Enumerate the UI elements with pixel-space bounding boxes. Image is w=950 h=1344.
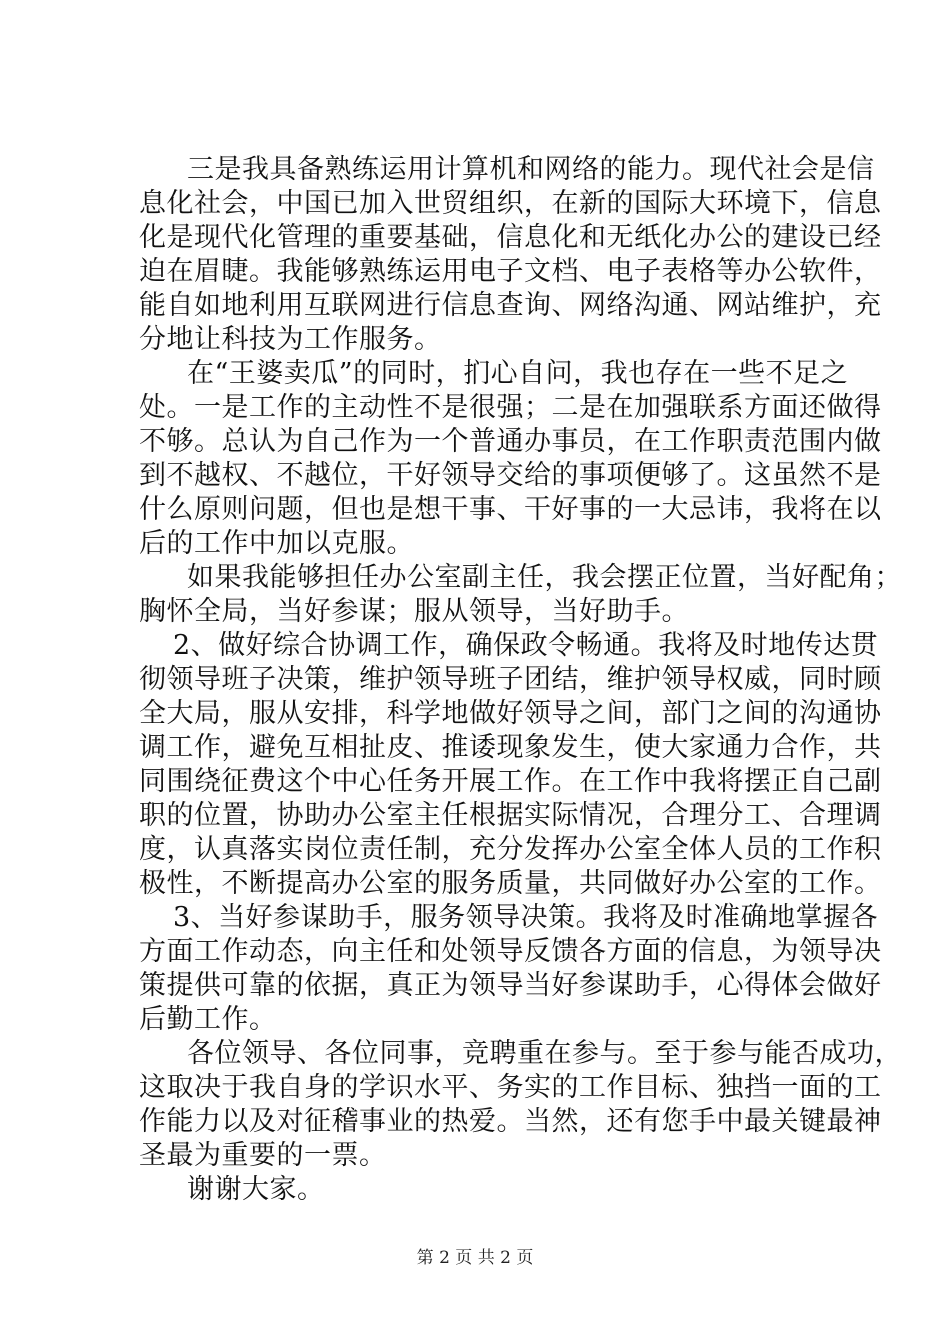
paragraph-shortcomings bbox=[139, 357, 882, 561]
text-line: 作能力以及对征稽事业的热爱。当然，还有您手中最关键最神 bbox=[139, 1106, 882, 1137]
text-line: 谢谢大家。 bbox=[187, 1174, 325, 1205]
text-line: 调工作，避免互相扯皮、推诿现象发生，使大家通力合作，共 bbox=[139, 732, 882, 763]
text-line: 方面工作动态，向主任和处领导反馈各方面的信息，为领导决 bbox=[139, 936, 882, 967]
text-line: 度，认真落实岗位责任制，充分发挥办公室全体人员的工作积 bbox=[139, 834, 882, 865]
text-line: 息化社会，中国已加入世贸组织，在新的国际大环境下，信息 bbox=[139, 188, 882, 219]
text-line: 后勤工作。 bbox=[139, 1004, 277, 1035]
text-line: 同围绕征费这个中心任务开展工作。在工作中我将摆正自己副 bbox=[139, 766, 882, 797]
paragraph-coordination bbox=[139, 629, 882, 901]
text-line: 分地让科技为工作服务。 bbox=[139, 324, 442, 355]
text-line: 3、当好参谋助手，服务领导决策。我将及时准确地掌握各 bbox=[173, 902, 879, 933]
paragraph-advisor bbox=[139, 901, 882, 1037]
text-line: 彻领导班子决策，维护领导班子团结，维护领导权威，同时顾 bbox=[139, 664, 882, 695]
text-line: 职的位置，协助办公室主任根据实际情况，合理分工、合理调 bbox=[139, 800, 882, 831]
text-line: 什么原则问题，但也是想干事、干好事的一大忌讳，我将在以 bbox=[139, 494, 882, 525]
page-footer bbox=[0, 1243, 950, 1268]
text-line: 后的工作中加以克服。 bbox=[139, 528, 414, 559]
text-line: 各位领导、各位同事，竞聘重在参与。至于参与能否成功， bbox=[187, 1038, 902, 1069]
text-line: 在“王婆卖瓜”的同时，扪心自问，我也存在一些不足之 bbox=[187, 358, 849, 389]
paragraph-if-appointed bbox=[139, 561, 902, 629]
document-body bbox=[139, 153, 902, 1207]
paragraph-thanks bbox=[139, 1173, 819, 1207]
text-line: 圣最为重要的一票。 bbox=[139, 1140, 387, 1171]
text-line: 策提供可靠的依据，真正为领导当好参谋助手，心得体会做好 bbox=[139, 970, 882, 1001]
text-line: 三是我具备熟练运用计算机和网络的能力。现代社会是信 bbox=[187, 154, 875, 185]
text-line: 2、做好综合协调工作，确保政令畅通。我将及时地传达贯 bbox=[173, 630, 879, 661]
text-line: 迫在眉睫。我能够熟练运用电子文档、电子表格等办公软件， bbox=[139, 256, 882, 287]
text-line: 这取决于我自身的学识水平、务实的工作目标、独挡一面的工 bbox=[139, 1072, 882, 1103]
text-line: 不够。总认为自己作为一个普通办事员，在工作职责范围内做 bbox=[139, 426, 882, 457]
text-line: 如果我能够担任办公室副主任，我会摆正位置，当好配角； bbox=[187, 562, 902, 593]
text-line: 极性，不断提高办公室的服务质量，共同做好办公室的工作。 bbox=[139, 868, 882, 899]
text-line: 能自如地利用互联网进行信息查询、网络沟通、网站维护，充 bbox=[139, 290, 882, 321]
text-line: 全大局，服从安排，科学地做好领导之间，部门之间的沟通协 bbox=[139, 698, 882, 729]
text-line: 到不越权、不越位，干好领导交给的事项便够了。这虽然不是 bbox=[139, 460, 882, 491]
page-number-label: 第 2 页 共 2 页 bbox=[416, 1248, 534, 1268]
text-line: 化是现代化管理的重要基础，信息化和无纸化办公的建设已经 bbox=[139, 222, 882, 253]
text-line: 处。一是工作的主动性不是很强；二是在加强联系方面还做得 bbox=[139, 392, 882, 423]
paragraph-closing bbox=[139, 1037, 902, 1173]
text-line: 胸怀全局，当好参谋；服从领导，当好助手。 bbox=[139, 596, 689, 627]
paragraph-computer-skills bbox=[139, 153, 882, 357]
